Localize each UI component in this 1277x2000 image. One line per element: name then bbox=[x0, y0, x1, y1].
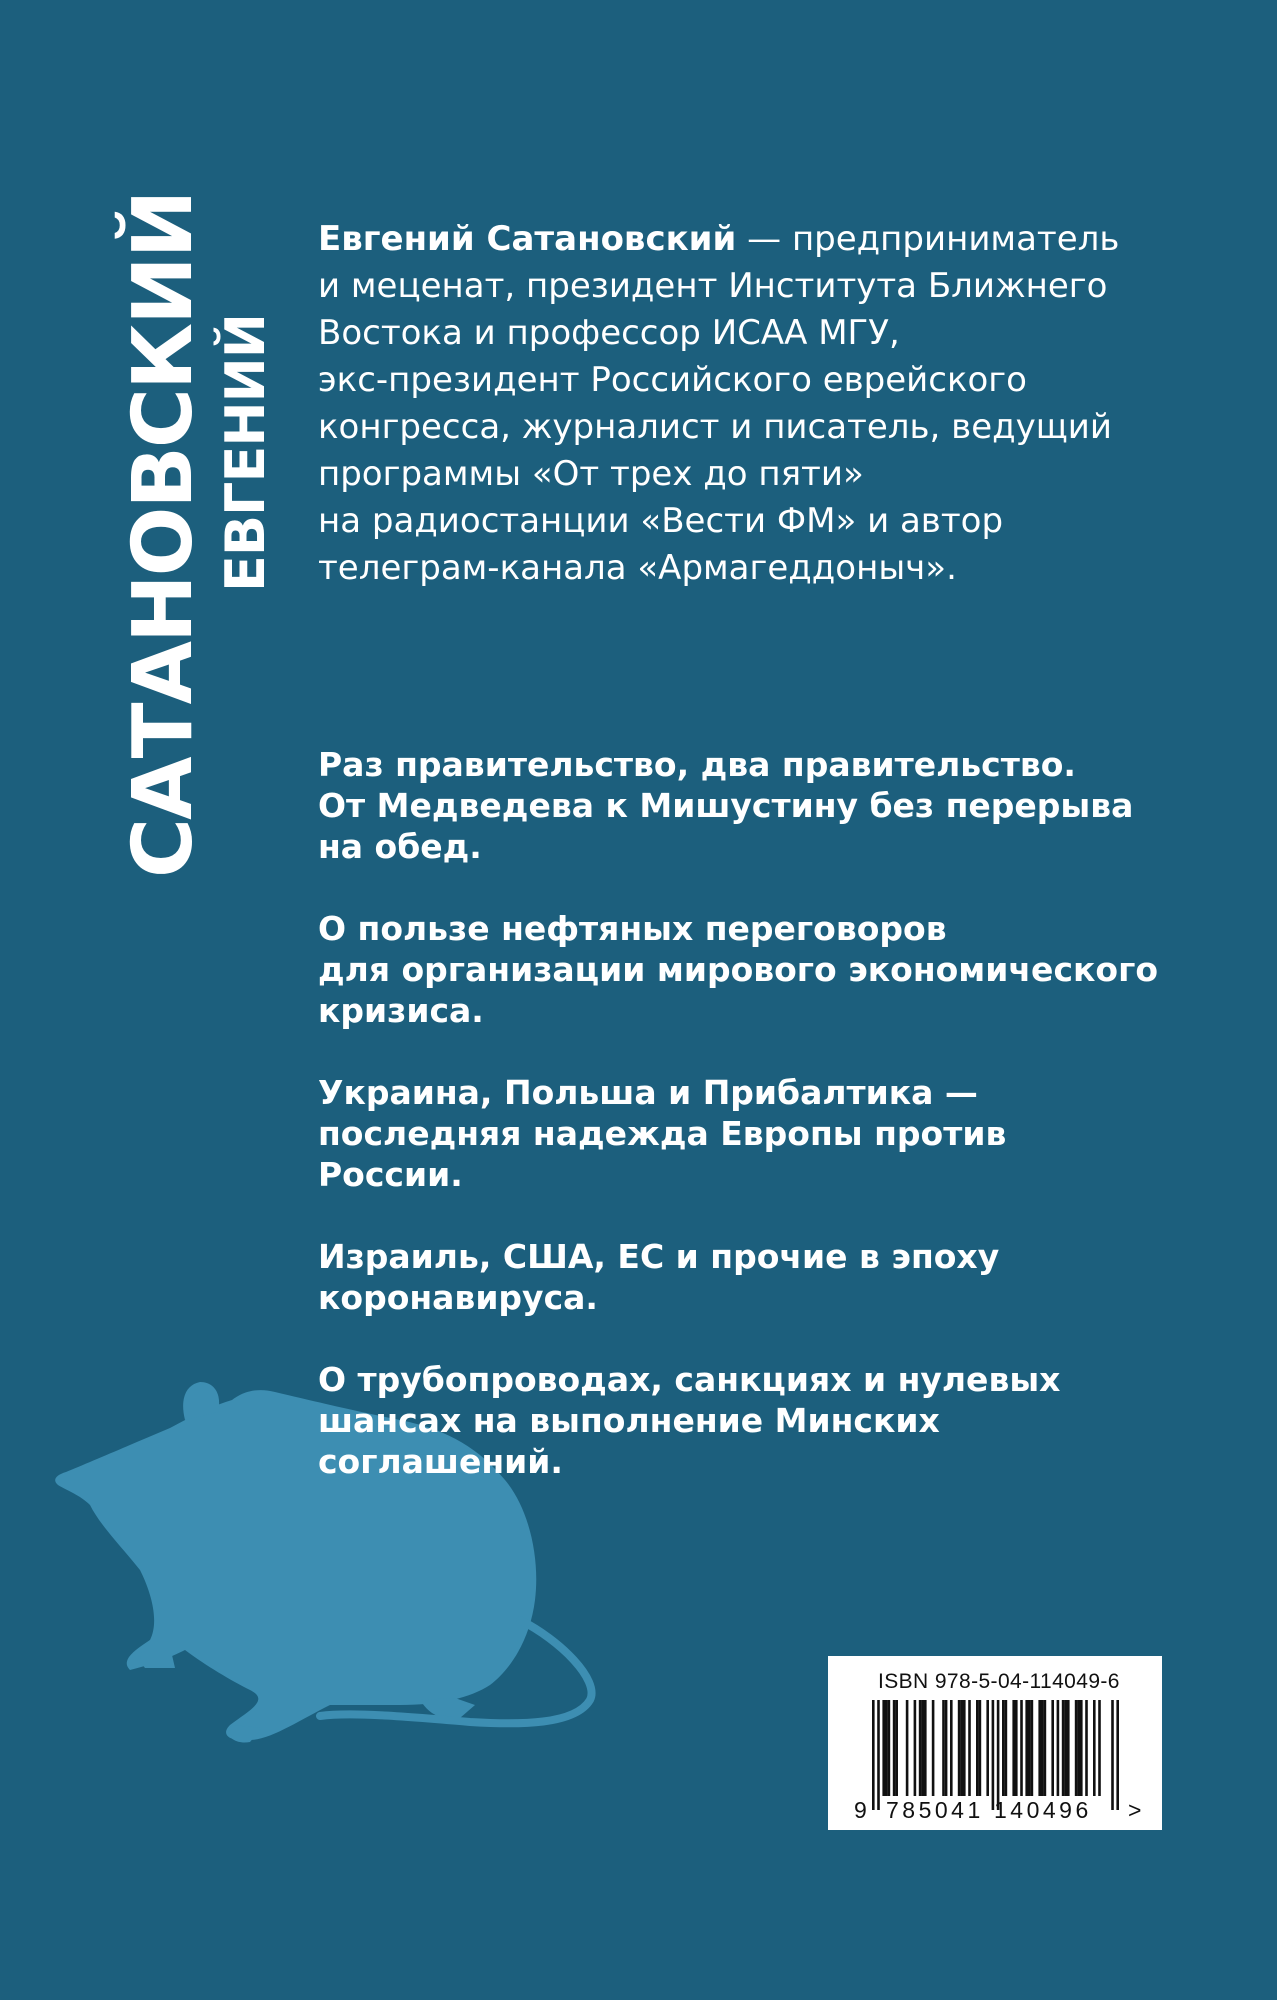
barcode-bar bbox=[1085, 1700, 1088, 1796]
barcode-bar bbox=[1005, 1700, 1008, 1796]
teaser-line: О пользе нефтяных переговоров bbox=[318, 909, 947, 948]
barcode-bar bbox=[986, 1700, 989, 1796]
barcode-bar bbox=[1044, 1700, 1047, 1796]
teaser-line: соглашений. bbox=[318, 1442, 563, 1481]
bio-author-name: Евгений Сатановский bbox=[318, 219, 737, 259]
barcode-bar bbox=[1002, 1700, 1005, 1796]
isbn-label: ISBN 978-5-04-114049-6 bbox=[878, 1670, 1120, 1693]
barcode-bar bbox=[1012, 1700, 1015, 1796]
bio-line: на радиостанции «Вести ФМ» и автор bbox=[318, 501, 1004, 541]
barcode-bar bbox=[906, 1700, 909, 1796]
teaser-line: Израиль, США, ЕС и прочие в эпоху bbox=[318, 1237, 1000, 1276]
teaser-line: От Медведева к Мишустину без перерыва bbox=[318, 786, 1134, 825]
barcode-guard-bar bbox=[877, 1700, 880, 1810]
teaser-line: Раз правительство, два правительство. bbox=[318, 745, 1076, 784]
barcode-bar bbox=[968, 1700, 971, 1796]
barcode-bar bbox=[942, 1700, 945, 1796]
barcode-bar bbox=[882, 1700, 885, 1796]
barcode-bar bbox=[1077, 1700, 1080, 1796]
teaser-block bbox=[318, 908, 1218, 1031]
barcode-guard-bar bbox=[1111, 1700, 1114, 1810]
teaser-block bbox=[318, 1359, 1218, 1482]
teaser-line: коронавируса. bbox=[318, 1278, 598, 1317]
barcode-bar bbox=[950, 1700, 953, 1796]
barcode-bar bbox=[1031, 1700, 1034, 1796]
barcode-bar bbox=[921, 1700, 924, 1796]
barcode-bar bbox=[1020, 1700, 1023, 1796]
teaser-line: России. bbox=[318, 1155, 463, 1194]
barcode-bar bbox=[1028, 1700, 1031, 1796]
barcode-bar bbox=[960, 1700, 963, 1796]
bio-line: экс-президент Российского еврейского bbox=[318, 360, 1027, 400]
teaser-line: Украина, Польша и Прибалтика — bbox=[318, 1073, 978, 1112]
barcode-bar bbox=[976, 1700, 979, 1796]
barcode-bar bbox=[1064, 1700, 1067, 1796]
barcode-end-mark: > bbox=[1128, 1797, 1142, 1823]
barcode-bar bbox=[1041, 1700, 1044, 1796]
barcode-bar bbox=[979, 1700, 982, 1796]
barcode-bar bbox=[1015, 1700, 1018, 1796]
barcode-bar bbox=[932, 1700, 935, 1796]
barcode-bar bbox=[919, 1700, 922, 1796]
barcode-first-digit: 9 bbox=[854, 1797, 867, 1823]
barcode-bar bbox=[963, 1700, 966, 1796]
barcode-bar bbox=[1080, 1700, 1083, 1796]
barcode-guard-bar bbox=[872, 1700, 875, 1810]
bio-line: конгресса, журналист и писатель, ведущий bbox=[318, 407, 1112, 447]
bio-first-line-rest: — предприниматель bbox=[736, 219, 1120, 259]
teaser-line: кризиса. bbox=[318, 991, 484, 1030]
barcode-guard-bar bbox=[992, 1700, 995, 1810]
barcode-bar bbox=[885, 1700, 888, 1796]
barcode-bar bbox=[1062, 1700, 1065, 1796]
barcode-bar bbox=[1057, 1700, 1060, 1796]
barcode-bar bbox=[945, 1700, 948, 1796]
barcode-bar bbox=[895, 1700, 898, 1796]
author-bio bbox=[318, 216, 1198, 592]
barcode-bar bbox=[1098, 1700, 1101, 1796]
barcode-bar bbox=[1067, 1700, 1070, 1796]
teaser-line: О трубопроводах, санкциях и нулевых bbox=[318, 1360, 1061, 1399]
author-surname: САТАНОВСКИЙ bbox=[116, 191, 211, 878]
teaser-block bbox=[318, 1072, 1218, 1195]
barcode-left-group: 785041 bbox=[886, 1797, 984, 1823]
barcode-bar bbox=[924, 1700, 927, 1796]
barcode-bar bbox=[958, 1700, 961, 1796]
author-first-name: ЕВГЕНИЙ bbox=[214, 314, 277, 592]
barcode-bar bbox=[1051, 1700, 1054, 1796]
barcode-bar bbox=[1038, 1700, 1041, 1796]
barcode-bar bbox=[893, 1700, 896, 1796]
author-name-vertical bbox=[116, 191, 277, 878]
barcode-digits bbox=[828, 1796, 1162, 1826]
bio-line: и меценат, президент Института Ближнего bbox=[318, 266, 1108, 306]
teaser-block bbox=[318, 744, 1218, 867]
barcode-bar bbox=[914, 1700, 917, 1796]
barcode-bar bbox=[1025, 1700, 1028, 1796]
isbn-barcode bbox=[828, 1656, 1162, 1830]
teaser-line: на обед. bbox=[318, 827, 482, 866]
bio-line: Востока и профессор ИСАА МГУ, bbox=[318, 313, 900, 353]
barcode-right-group: 140496 bbox=[994, 1797, 1092, 1823]
barcode-guard-bar bbox=[997, 1700, 1000, 1810]
barcode-bar bbox=[1075, 1700, 1078, 1796]
book-teasers bbox=[318, 744, 1218, 1523]
bio-line: телеграм-канала «Армагеддоныч». bbox=[318, 548, 957, 588]
teaser-line: последняя надежда Европы против bbox=[318, 1114, 1007, 1153]
bio-line: программы «От трех до пяти» bbox=[318, 454, 864, 494]
teaser-line: шансах на выполнение Минских bbox=[318, 1401, 940, 1440]
bio-line bbox=[318, 216, 1198, 263]
barcode-bar bbox=[888, 1700, 891, 1796]
teaser-block bbox=[318, 1236, 1218, 1318]
teaser-line: для организации мирового экономического bbox=[318, 950, 1158, 989]
barcode-guard-bar bbox=[1116, 1700, 1119, 1810]
barcode-bar bbox=[1093, 1700, 1096, 1796]
